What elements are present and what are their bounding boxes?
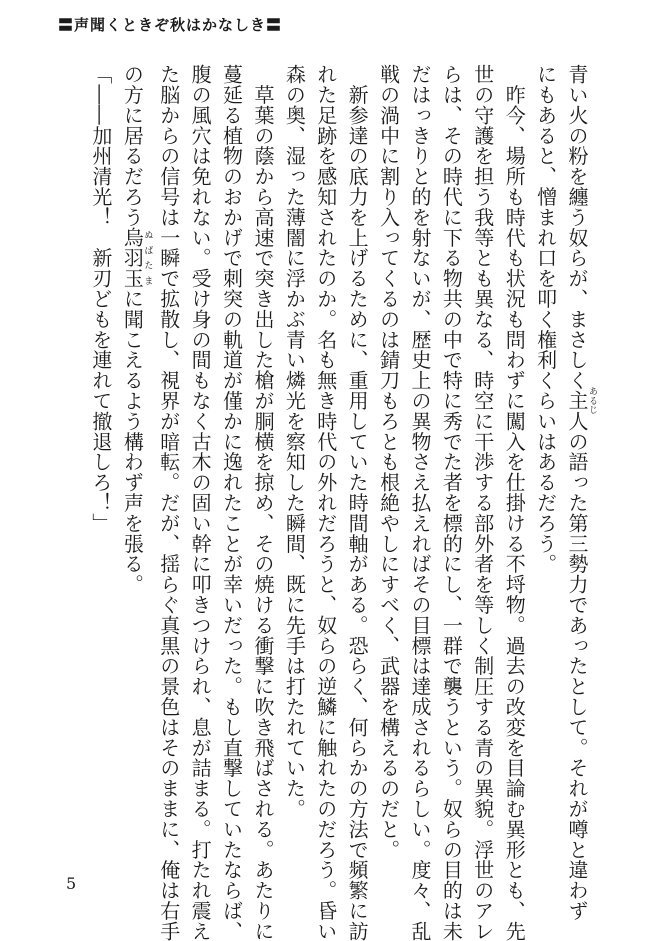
page-header-title: 〓声聞くときぞ秋はかなしき〓: [58, 16, 283, 34]
text-line: [116, 64, 152, 864]
text-line: れた足跡を感知されたのか。名も無き時代の外れだろうと、奴らの逆鱗に触れたのだろう。昏い: [313, 64, 338, 941]
text-line: 世の守護を担う我等とも異なる、時空に干渉する部外者を等しく制圧する青の異貌。浮世のアレ: [470, 64, 495, 941]
text-line: 腹の風穴は免れない。受け身の間もなく古木の固い幹に叩きつけられ、息が詰まる。打たれ震え: [188, 64, 213, 941]
text-line: 「――加州清光！ 新刃どもを連れて撤退しろ！」: [88, 64, 113, 534]
text-line: 新参達の底力を上げるために、重用していた時間軸がある。恐らく、何らかの方法で頻繁に訪: [345, 64, 370, 941]
text-line: らは、その時代に下る物共の中で特に秀でた者を標的にし、一群で襲うという。奴らの目的は未: [439, 64, 464, 941]
page-number: 5: [66, 874, 77, 893]
line-segment: の方に居るだろう: [120, 64, 145, 228]
text-line: た脳からの信号は一瞬で拡散し、視界が暗転。だが、揺らぐ真黒の景色はそのままに、俺は右手: [156, 64, 181, 941]
text-line: にもあると、憎まれ口を叩く権利くらいはあるだろう。: [533, 64, 558, 574]
text-line: 昨今、場所も時代も状況も問わずに闖入を仕掛ける不埒物。過去の改変を目論む異形とも、先: [502, 64, 527, 941]
text-line: 戦の渦中に割り入ってくるのは錆刀もろとも根絶やしにすべく、武器を構えるのだと。: [376, 64, 401, 860]
text-line: [561, 64, 597, 921]
ruby-base: 主: [565, 386, 589, 415]
ruby-reading: ぬばたま: [142, 227, 153, 289]
text-line: 草葉の蔭から高速で突き出した槍が胴横を掠め、その焼ける衝撃に吹き飛ばされる。あたりに: [250, 64, 275, 941]
ruby-base: 烏羽玉: [120, 227, 145, 289]
ruby-word: [565, 386, 597, 415]
ruby-word: [120, 227, 153, 289]
line-segment: 青い火の粉を纏う奴らが、まさしく: [565, 64, 589, 391]
text-line: だはっきりと的を射ないが、歴史上の異物さえ払えればその目標は達成されるらしい。度々、乱: [407, 64, 432, 941]
text-line: 蔓延る植物のおかげで刺突の軌道が僅かに逸れたことが幸いだった。もし直撃していたならば、: [219, 64, 244, 941]
line-segment: 人の語った第三勢力であったとして。それが噂と違わず: [565, 410, 589, 921]
line-segment: に聞こえるよう構わず声を張る。: [120, 288, 145, 595]
text-line: 森の奥、湿った薄闇に浮かぶ青い燐光を察知した瞬間、既に先手は打たれていた。: [282, 64, 307, 819]
vertical-text-body: [85, 64, 598, 941]
ruby-reading: あるじ: [587, 386, 597, 415]
